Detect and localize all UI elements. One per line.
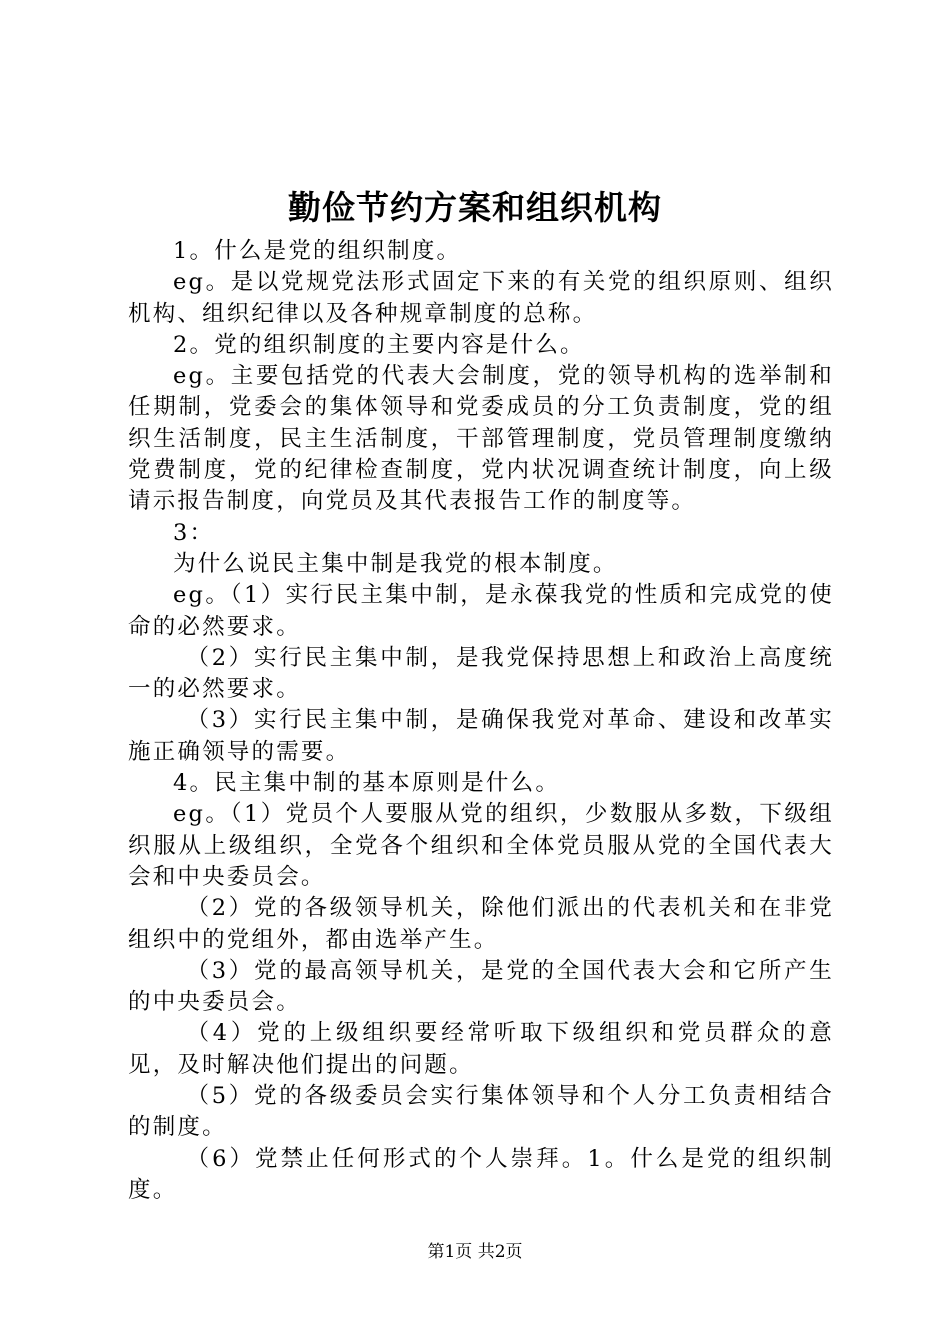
- paragraph: 2。党的组织制度的主要内容是什么。: [173, 331, 585, 358]
- paragraph: 1。什么是党的组织制度。: [173, 238, 462, 264]
- document-title: 勤俭节约方案和组织机构: [288, 188, 662, 227]
- paragraph: eg。（1）实行民主集中制，是永葆我党的性质和完成党的使命的必然要求。: [128, 582, 834, 640]
- paragraph: 3：: [173, 519, 215, 546]
- paragraph: （3）实行民主集中制，是确保我党对革命、建设和改革实施正确领导的需要。: [128, 707, 834, 765]
- paragraph: （6）党禁止任何形式的个人崇拜。1。什么是党的组织制度。: [128, 1145, 834, 1203]
- paragraph: eg。是以党规党法形式固定下来的有关党的组织原则、组织机构、组织纪律以及各种规章制度的总称。: [128, 269, 834, 327]
- paragraph: （5）党的各级委员会实行集体领导和个人分工负责相结合的制度。: [128, 1083, 834, 1141]
- paragraph: eg。（1）党员个人要服从党的组织，少数服从多数，下级组织服从上级组织，全党各个组织和全体党员服从党的全国代表大会和中央委员会。: [128, 801, 834, 890]
- paragraph: （3）党的最高领导机关，是党的全国代表大会和它所产生的中央委员会。: [128, 957, 834, 1016]
- paragraph: 为什么说民主集中制是我党的根本制度。: [173, 550, 618, 577]
- paragraph: （4）党的上级组织要经常听取下级组织和党员群众的意见，及时解决他们提出的问题。: [128, 1020, 834, 1078]
- paragraph: （2）党的各级领导机关，除他们派出的代表机关和在非党组织中的党组外，都由选举产生。: [128, 895, 834, 953]
- page-number-footer: 第1页 共2页: [427, 1242, 523, 1262]
- paragraph: 4。民主集中制的基本原则是什么。: [173, 770, 561, 797]
- document-body: [128, 236, 834, 1206]
- paragraph: eg。主要包括党的代表大会制度，党的领导机构的选举制和任期制，党委会的集体领导和党委成员的分工负责制度，党的组织生活制度，民主生活制度，干部管理制度，党员管理制度缴纳党费制度，党的纪律检查制度，党内状况调查统计制度，向上级请示报告制度，向党员及其代表报告工作的制度等。: [128, 363, 834, 515]
- paragraph: （2）实行民主集中制，是我党保持思想上和政治上高度统一的必然要求。: [128, 644, 834, 703]
